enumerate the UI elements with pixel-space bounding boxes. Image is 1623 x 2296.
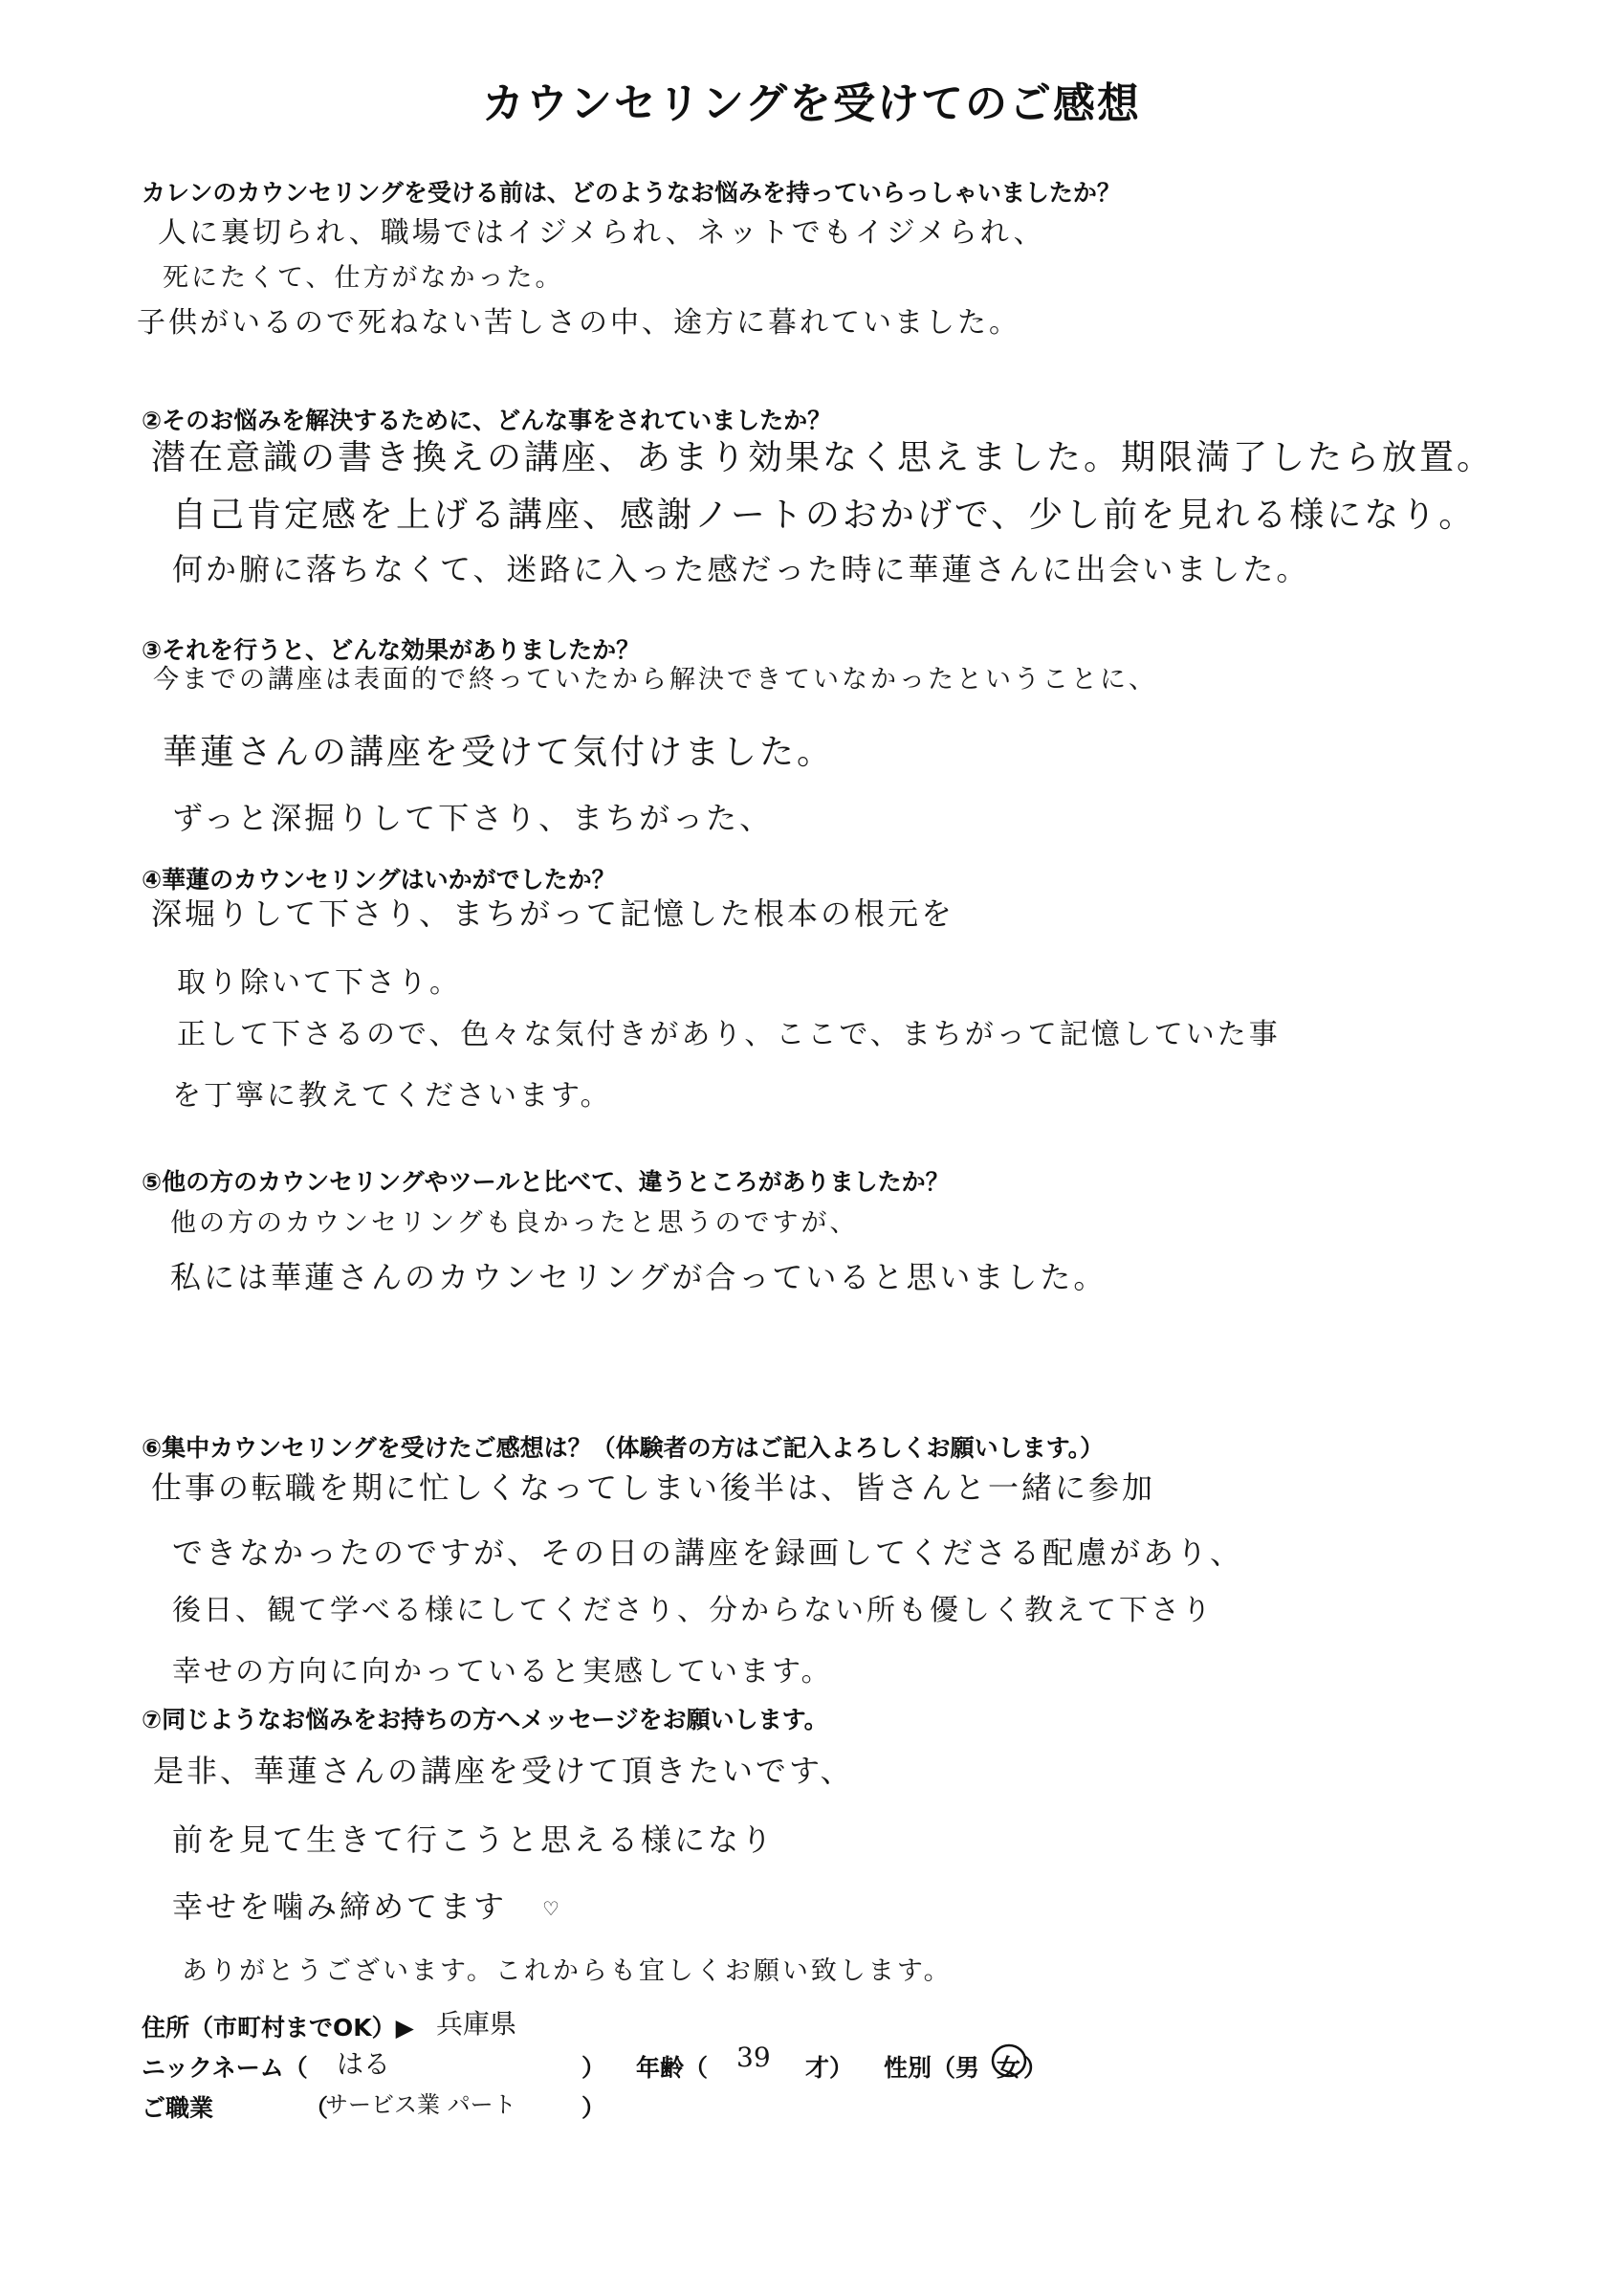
- gender-close: ）: [1023, 2054, 1048, 2082]
- answer-6-line-1: 仕事の転職を期に忙しくなってしまい後半は、皆さんと一緒に参加: [151, 1469, 1156, 1506]
- question-2: ②そのお悩みを解決するために、どんな事をされていましたか？: [142, 407, 832, 434]
- gender-circle-mark: [989, 2041, 1029, 2081]
- answer-3-line-1: 今までの講座は表面的で終っていたから解決できていなかったということに、: [153, 665, 1157, 695]
- answer-3-line-3: ずっと深掘りして下さり、まちがった、: [172, 800, 774, 836]
- answer-7-line-4: ありがとうございます。これからも宜しくお願い致します。: [182, 1956, 953, 1986]
- occupation-close: ）: [581, 2094, 606, 2122]
- age-label: 年齢（: [636, 2054, 709, 2082]
- answer-5-line-1: 他の方のカウンセリングも良かったと思うのですが、: [170, 1208, 859, 1238]
- answer-4-line-4: を丁寧に教えてくださいます。: [172, 1079, 612, 1113]
- answer-4-line-1: 深堀りして下さり、まちがって記憶した根本の根元を: [151, 895, 955, 932]
- answer-2-line-3: 何か腑に落ちなくて、迷路に入った感だった時に華蓮さんに出会いました。: [172, 551, 1310, 587]
- age-value: 39: [736, 2042, 771, 2073]
- occupation-label: ご職業: [142, 2094, 214, 2122]
- occupation-value: サービス業 パート: [325, 2091, 516, 2118]
- question-4: ④華蓮のカウンセリングはいかがでしたか？: [142, 866, 616, 894]
- answer-6-line-3: 後日、観て学べる様にしてくださり、分からない所も優しく教えて下さり: [172, 1594, 1214, 1627]
- gender-value: 女: [997, 2054, 1021, 2082]
- nickname-value: はる: [337, 2048, 391, 2080]
- answer-4-line-3: 正して下さるので、色々な気付きがあり、ここで、まちがって記憶していた事: [177, 1018, 1281, 1051]
- answer-1-line-2: 死にたくて、仕方がなかった。: [163, 263, 564, 293]
- answer-6-line-2: できなかったのですが、その日の講座を録画してくださる配慮があり、: [172, 1534, 1244, 1571]
- answer-7-line-3: 幸せを噛み締めてます: [172, 1888, 508, 1925]
- heart-icon: ♡: [542, 1897, 559, 1920]
- answer-6-line-4: 幸せの方向に向かっていると実感しています。: [172, 1655, 833, 1689]
- address-value: 兵庫県: [436, 2008, 517, 2040]
- answer-2-line-2: 自己肯定感を上げる講座、感謝ノートのおかげで、少し前を見れる様になり。: [172, 496, 1477, 535]
- nickname-close: ）: [581, 2054, 606, 2082]
- question-1: カレンのカウンセリングを受ける前は、どのようなお悩みを持っていらっしゃいましたか？: [142, 179, 1121, 207]
- answer-5-line-2: 私には華蓮さんのカウンセリングが合っていると思いました。: [170, 1259, 1108, 1295]
- answer-2-line-1: 潜在意識の書き換えの講座、あまり効果なく思えました。期限満了したら放置。: [151, 438, 1495, 477]
- answer-7-line-2: 前を見て生きて行こうと思える様になり: [172, 1821, 776, 1858]
- answer-3-line-2: 華蓮さんの講座を受けて気付けました。: [163, 733, 835, 772]
- nickname-label: ニックネーム（: [142, 2054, 308, 2082]
- question-5: ⑤他の方のカウンセリングやツールと比べて、違うところがありましたか？: [142, 1168, 950, 1196]
- gender-label: 性別（男: [884, 2054, 980, 2082]
- answer-7-line-1: 是非、華蓮さんの講座を受けて頂きたいです、: [153, 1753, 854, 1789]
- question-3: ③それを行うと、どんな効果がありましたか？: [142, 636, 641, 664]
- answer-1-line-3: 子供がいるので死ねない苦しさの中、途方に暮れていました。: [137, 306, 1020, 340]
- answer-4-line-2: 取り除いて下さり。: [177, 966, 461, 1000]
- occupation-open: （: [304, 2094, 329, 2122]
- address-label: 住所（市町村までOK）▶: [142, 2014, 414, 2042]
- answer-1-line-1: 人に裏切られ、職場ではイジメられ、ネットでもイジメられ、: [158, 216, 1045, 250]
- question-7: ⑦同じようなお悩みをお持ちの方へメッセージをお願いします。: [142, 1706, 828, 1733]
- age-unit: 才）: [805, 2054, 854, 2082]
- question-6: ⑥集中カウンセリングを受けたご感想は？（体験者の方はご記入よろしくお願いします。）: [142, 1434, 1105, 1462]
- page-title: カウンセリングを受けてのご感想: [481, 79, 1142, 128]
